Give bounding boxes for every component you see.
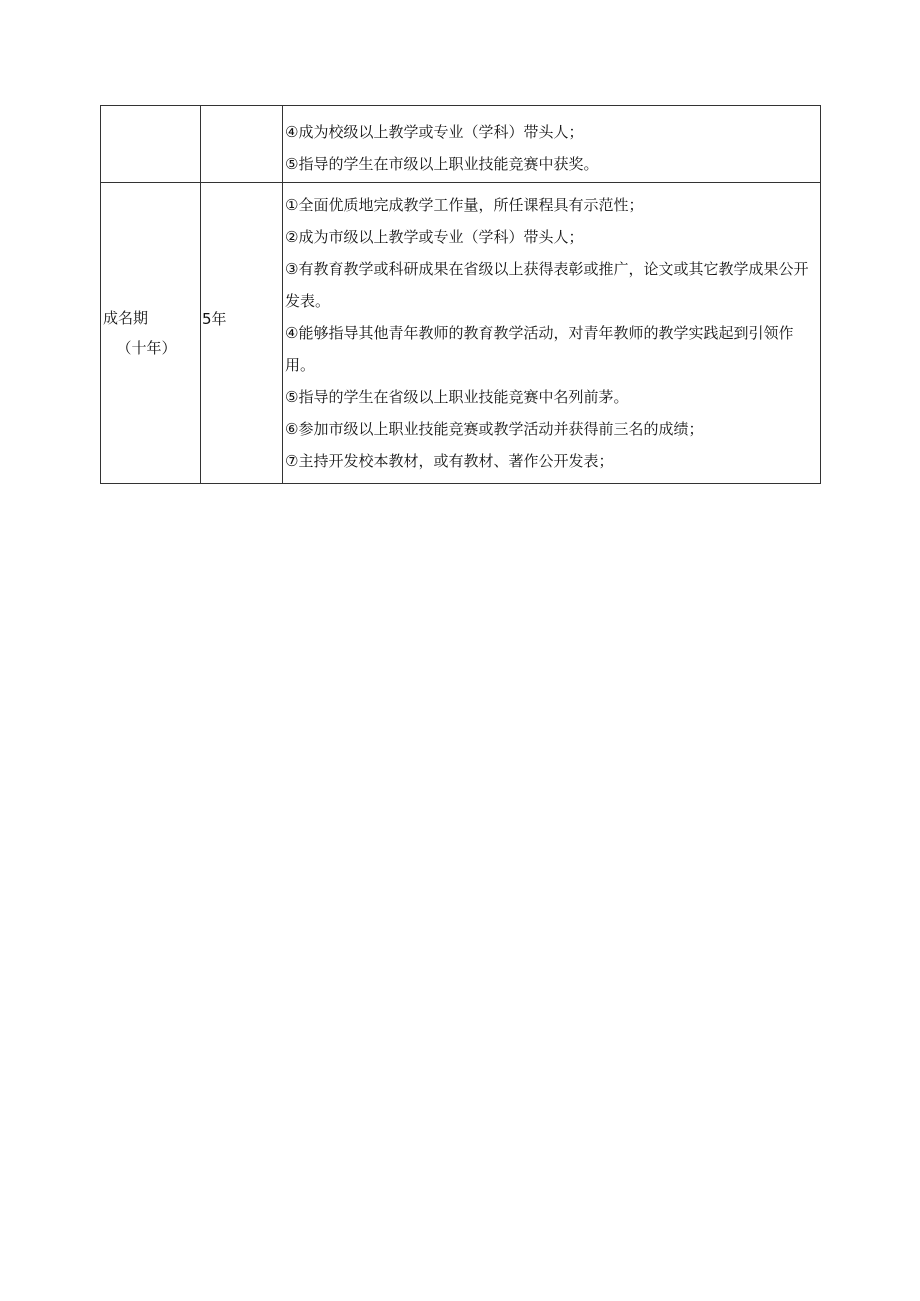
table-row [101,183,821,484]
duration-cell [201,106,283,183]
requirement-item: ④能够指导其他青年教师的教育教学活动，对青年教师的教学实践起到引领作用。 [285,324,794,374]
requirement-item: ①全面优质地完成教学工作量，所任课程具有示范性； [285,196,644,214]
requirement-item: ⑥参加市级以上职业技能竞赛或教学活动并获得前三名的成绩； [285,420,704,438]
duration-cell [201,183,283,484]
duration-value: 5年 [202,310,227,328]
table-row [101,106,821,183]
requirement-item: ②成为市级以上教学或专业（学科）带头人； [285,228,584,246]
stage-cell [101,106,201,183]
requirements-cell [283,183,821,484]
stage-cell [101,183,201,484]
stage-name: 成名期 [103,309,149,327]
requirements-cell [283,106,821,183]
requirement-item: ⑤指导的学生在省级以上职业技能竞赛中名列前茅。 [285,388,629,406]
requirement-item: ④成为校级以上教学或专业（学科）带头人； [285,123,584,141]
development-stage-table [100,105,821,484]
requirement-item: ⑤指导的学生在市级以上职业技能竞赛中获奖。 [285,155,599,173]
requirement-item: ③有教育教学或科研成果在省级以上获得表彰或推广，论文或其它教学成果公开发表。 [285,260,809,310]
stage-period: （十年） [116,339,177,357]
requirement-item: ⑦主持开发校本教材，或有教材、著作公开发表； [285,452,614,470]
